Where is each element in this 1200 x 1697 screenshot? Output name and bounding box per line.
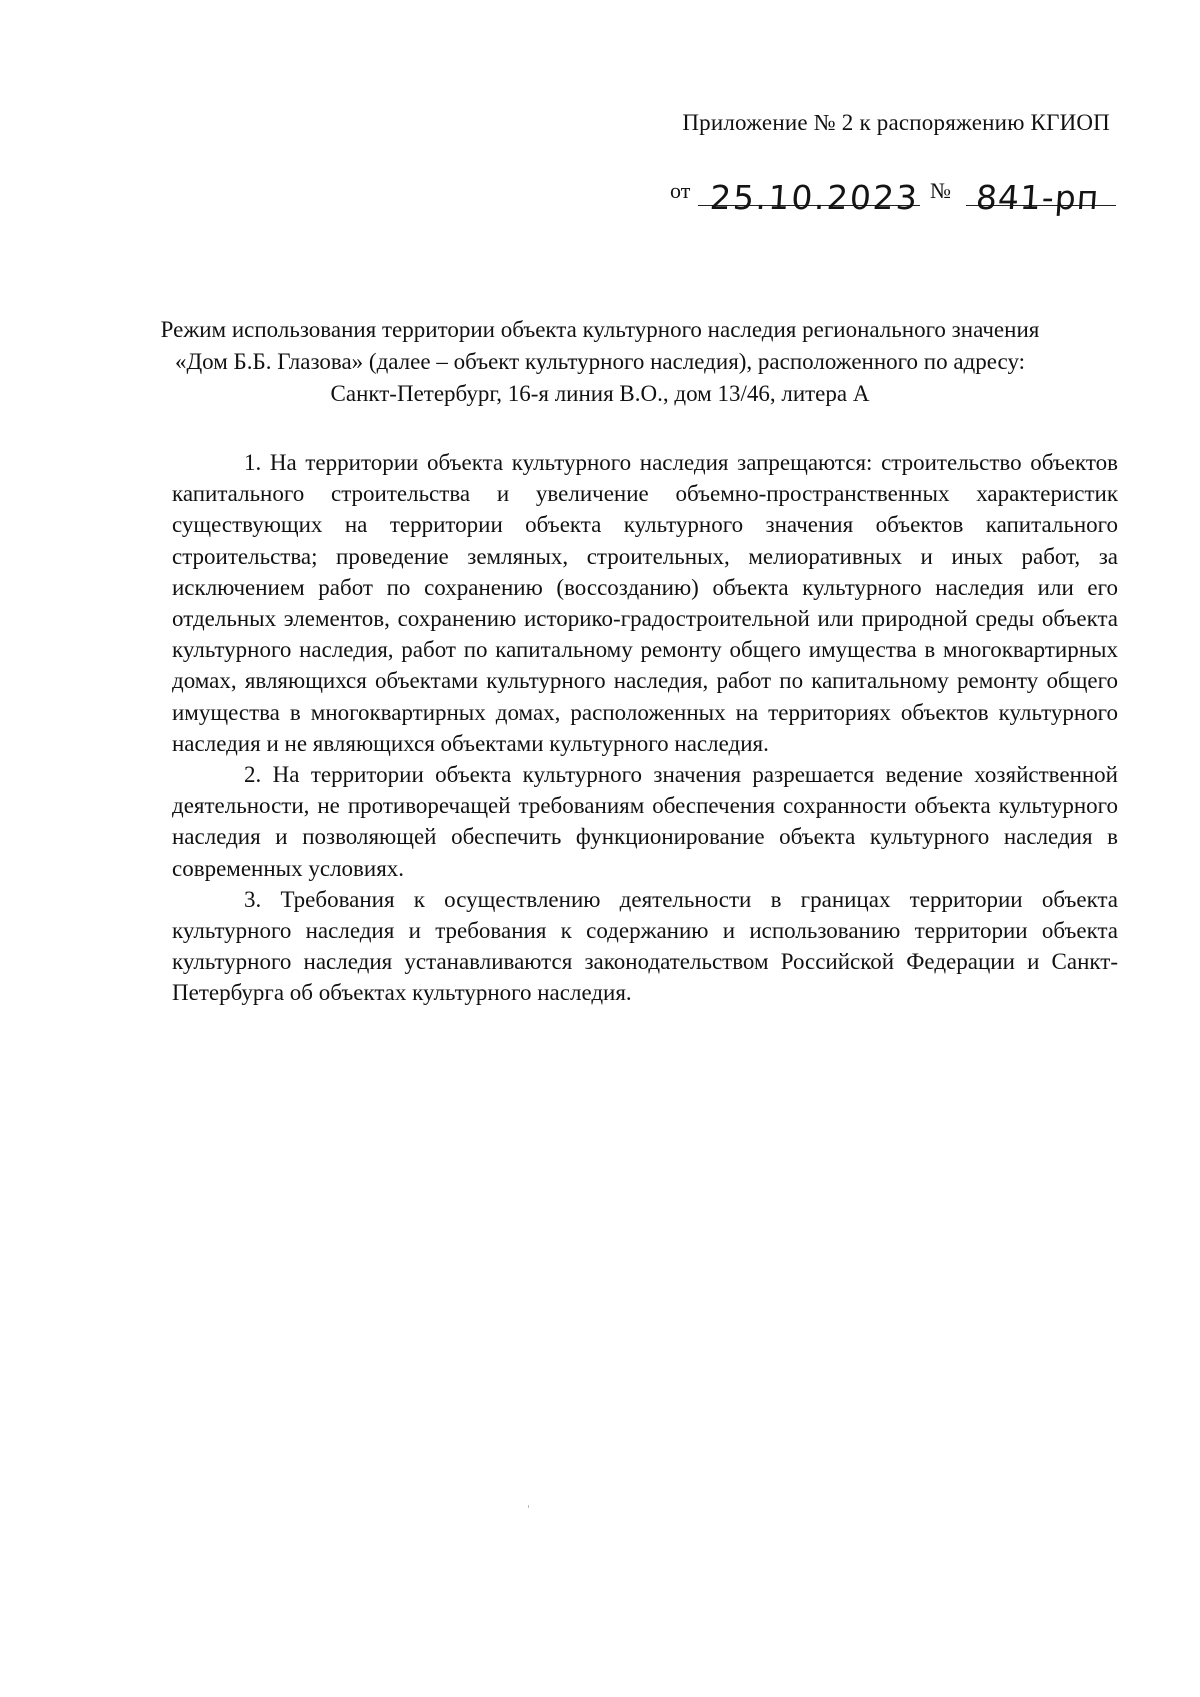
number-label: № bbox=[930, 178, 951, 203]
paragraph-1: 1. На территории объекта культурного наследия запрещаются: строительство объектов капитального строительства и увеличение объемно-пространственных характеристик существующих на территории объекта культурного значения объектов капитального строительства; проведение земляных, строительных, мелиоративных и иных работ, за исключением работ по сохранению (воссозданию) объекта культурного наследия или его отдельных элементов, сохранению историко-градостроительной или природной среды объекта культурного наследия, работ по капитальному ремонту общего имущества в многоквартирных домах, являющихся объектами культурного наследия, работ по капитальному ремонту общего имущества в многоквартирных домах, расположенных на территориях объектов культурного наследия и не являющихся объектами культурного наследия. bbox=[172, 450, 1118, 756]
scan-speck bbox=[528, 1505, 529, 1508]
registration-line bbox=[670, 168, 1120, 218]
paragraph-2: 2. На территории объекта культурного значения разрешается ведение хозяйственной деятельности, не противоречащей требованиям обеспечения сохранности объекта культурного наследия и позволяющей обеспечить функционирование объекта культурного наследия в современных условиях. bbox=[172, 762, 1118, 881]
document-title bbox=[110, 314, 1090, 410]
document-body bbox=[172, 447, 1118, 1009]
paragraph-3: 3. Требования к осуществлению деятельности в границах территории объекта культурного наследия и требования к содержанию и использованию территории объекта культурного наследия устанавливаются законодательством Российской Федерации и Санкт-Петербурга об объектах культурного наследия. bbox=[172, 886, 1118, 1006]
handwritten-number: 841-рп bbox=[974, 178, 1101, 217]
title-line: «Дом Б.Б. Глазова» (далее – объект культурного наследия), расположенного по адресу: bbox=[174, 349, 1026, 374]
title-line: Санкт-Петербург, 16-я линия В.О., дом 13/46, литера А bbox=[330, 381, 870, 406]
handwritten-date: 25.10.2023 bbox=[708, 178, 921, 217]
appendix-header: Приложение № 2 к распоряжению КГИОП bbox=[682, 110, 1110, 135]
title-line: Режим использования территории объекта культурного наследия регионального значения bbox=[160, 317, 1040, 342]
date-label: от bbox=[670, 178, 691, 203]
